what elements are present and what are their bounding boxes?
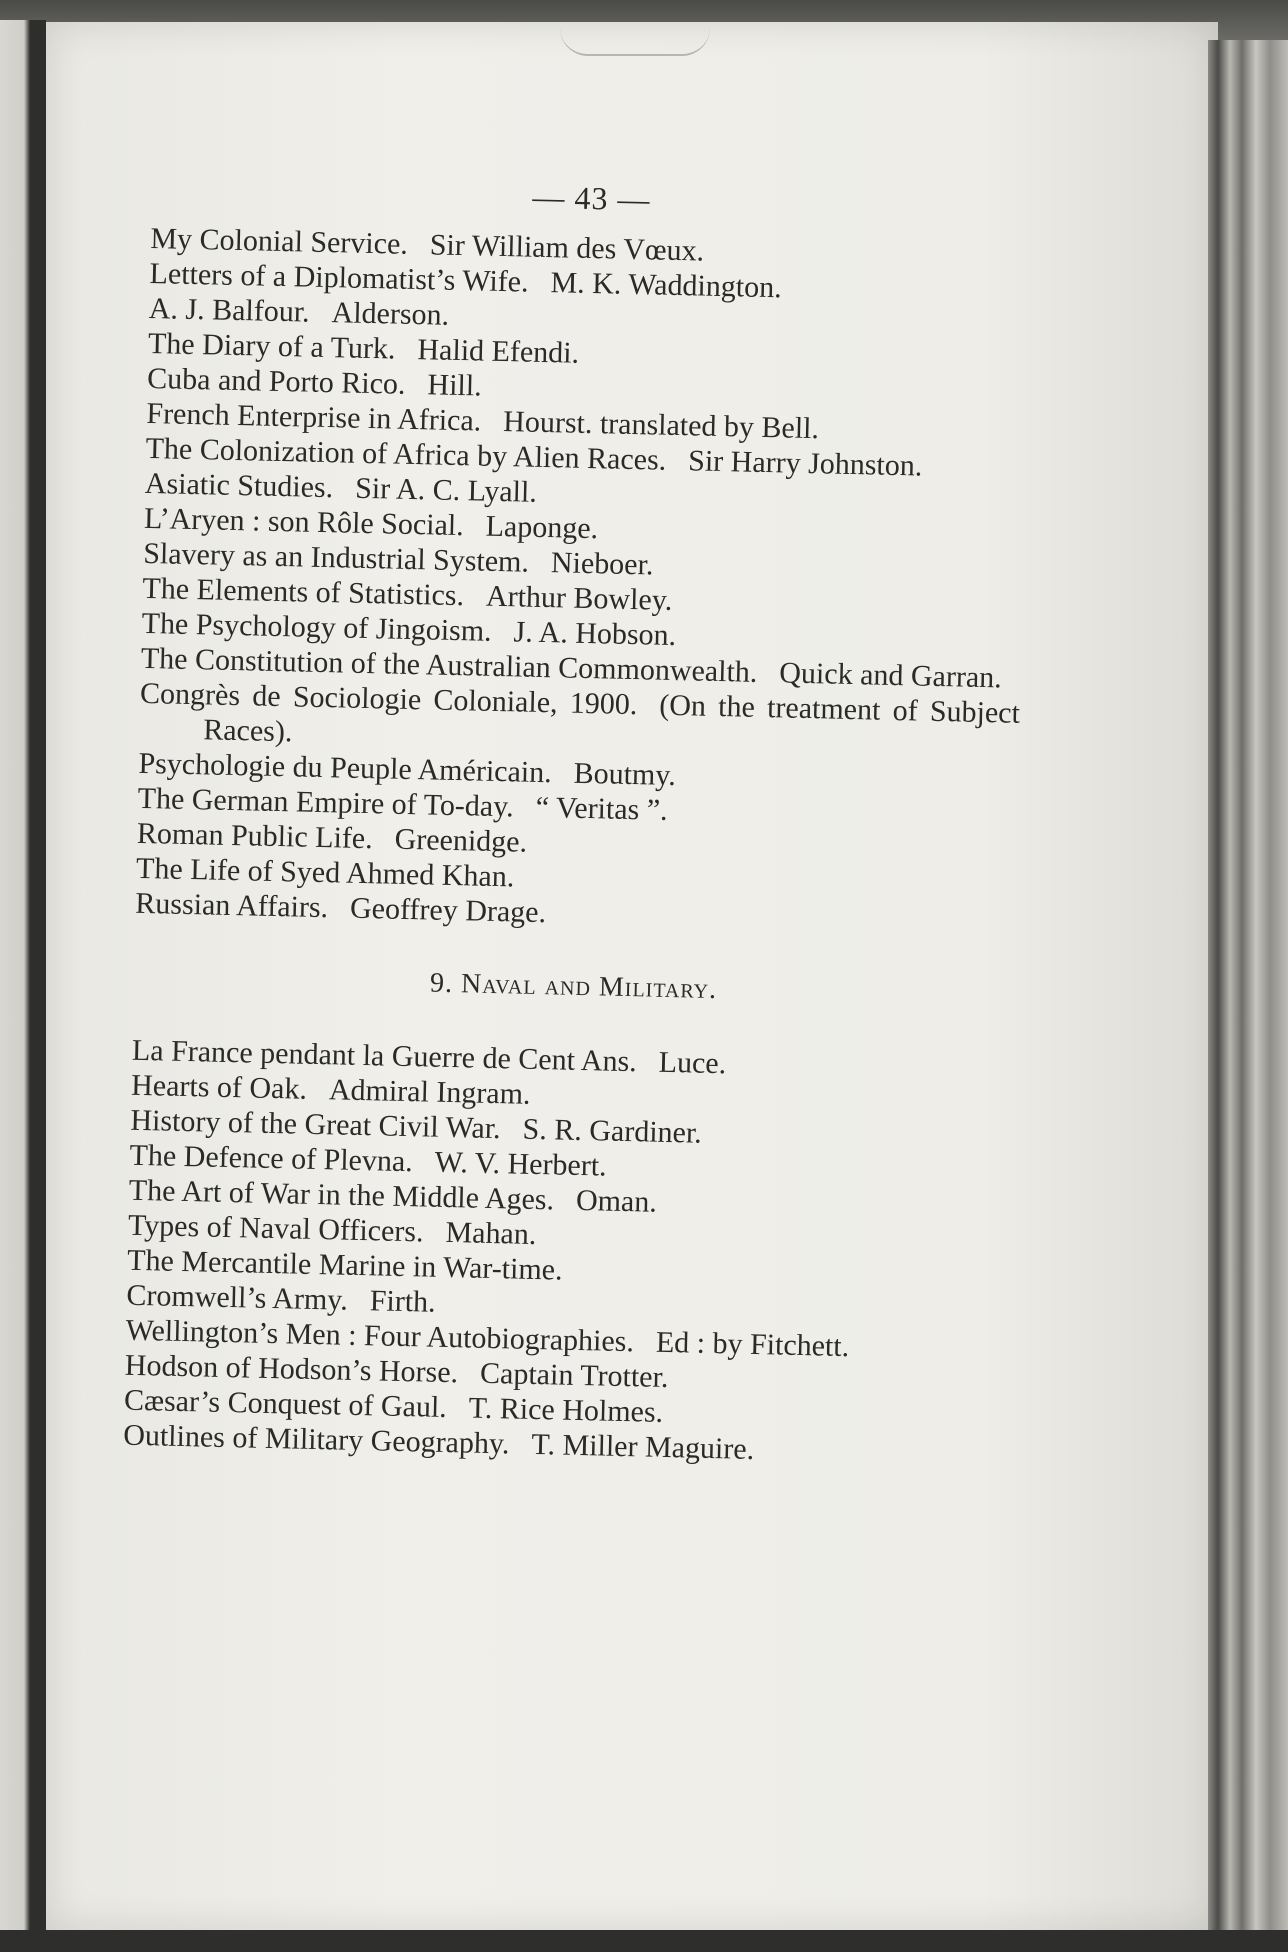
book-title: Cæsar’s Conquest of Gaul.: [123, 1383, 448, 1425]
book-author: Hill.: [427, 368, 483, 403]
book-author: Oman.: [575, 1183, 658, 1219]
book-author: Admiral Ingram.: [328, 1073, 531, 1111]
book-title: Outlines of Military Geography.: [122, 1418, 510, 1461]
book-author: Sir Harry Johnston.: [687, 444, 923, 483]
book-author: Nieboer.: [550, 546, 654, 582]
book-author: (On the treatment of Subject Races).: [202, 688, 1021, 749]
book-title: French Enterprise in Africa.: [146, 396, 482, 438]
book-title: Wellington’s Men : Four Autobiographies.: [125, 1313, 635, 1359]
book-author: Halid Efendi.: [417, 333, 580, 370]
book-title: Hearts of Oak.: [130, 1068, 308, 1106]
book-author: Firth.: [369, 1284, 437, 1319]
book-title: The Elements of Statistics.: [142, 571, 465, 613]
book-author: “ Veritas ”.: [535, 790, 668, 827]
book-title: My Colonial Service.: [150, 221, 409, 261]
book-title: L’Aryen : son Rôle Social.: [143, 501, 465, 543]
book-author: Quick and Garran.: [778, 656, 1003, 695]
book-title: A. J. Balfour.: [148, 291, 311, 329]
book-title: The Constitution of the Australian Commonwealth.: [140, 641, 758, 689]
book-title: The Art of War in the Middle Ages.: [128, 1173, 555, 1217]
book-title: Letters of a Diplomatist’s Wife.: [149, 256, 529, 299]
book-author: Ed : by Fitchett.: [655, 1325, 850, 1364]
book-list-naval-military: [123, 1033, 1012, 1473]
book-title: Types of Naval Officers.: [127, 1208, 424, 1249]
book-title: The Life of Syed Ahmed Khan.: [135, 851, 515, 894]
book-author: Laponge.: [485, 509, 599, 546]
section-heading: 9. Naval and Military.: [429, 967, 718, 1006]
book-author: S. R. Gardiner.: [522, 1112, 703, 1150]
page-content: [123, 170, 1032, 1473]
book-author: Sir William des Vœux.: [429, 228, 705, 268]
book-author: Alderson.: [331, 296, 450, 332]
book-author: [514, 860, 537, 893]
book-title: The Diary of a Turk.: [147, 326, 396, 366]
book-title: The Colonization of Africa by Alien Races.: [145, 431, 667, 477]
book-title: Roman Public Life.: [136, 816, 374, 856]
scan-bottom-border: [0, 1930, 1288, 1952]
book-author: T. Miller Maguire.: [531, 1427, 755, 1466]
book-author: Captain Trotter.: [479, 1356, 669, 1395]
book-title: Russian Affairs.: [134, 886, 329, 925]
book-title: Slavery as an Industrial System.: [142, 536, 530, 579]
book-title: La France pendant la Guerre de Cent Ans.: [131, 1033, 638, 1079]
book-author: Mahan.: [445, 1215, 537, 1251]
book-title: The Mercantile Marine in War-time.: [126, 1243, 563, 1287]
book-title: Cuba and Porto Rico.: [146, 361, 406, 401]
book-binding: [1208, 40, 1288, 1952]
book-author: Sir A. C. Lyall.: [354, 471, 538, 509]
book-author: Greenidge.: [394, 822, 528, 859]
book-author: M. K. Waddington.: [550, 266, 783, 305]
book-title: Hodson of Hodson’s Horse.: [124, 1348, 459, 1390]
book-author: W. V. Herbert.: [434, 1145, 608, 1183]
book-list-section-8: [135, 221, 1031, 941]
book-author: [562, 1254, 585, 1287]
book-title: Asiatic Studies.: [144, 466, 334, 505]
scan-left-edge: [0, 20, 46, 1952]
book-title: The Defence of Plevna.: [129, 1138, 414, 1179]
book-title: Congrès de Sociologie Coloniale, 1900.: [139, 676, 638, 722]
book-title: The Psychology of Jingoism.: [141, 606, 492, 648]
book-author: Boutmy.: [573, 756, 677, 793]
book-title: History of the Great Civil War.: [130, 1103, 502, 1146]
book-author: Luce.: [658, 1045, 727, 1081]
book-title: Cromwell’s Army.: [126, 1278, 349, 1317]
page-number: — 43 —: [532, 178, 651, 218]
book-author: Hourst. translated by Bell.: [502, 405, 820, 446]
book-author: J. A. Hobson.: [513, 615, 677, 653]
book-author: Arthur Bowley.: [485, 579, 673, 617]
header-smudge: [560, 28, 710, 56]
book-title: The German Empire of To-day.: [137, 781, 515, 824]
book-author: T. Rice Holmes.: [468, 1391, 664, 1429]
book-author: Geoffrey Drage.: [349, 891, 547, 930]
book-title: Psychologie du Peuple Américain.: [138, 746, 553, 790]
